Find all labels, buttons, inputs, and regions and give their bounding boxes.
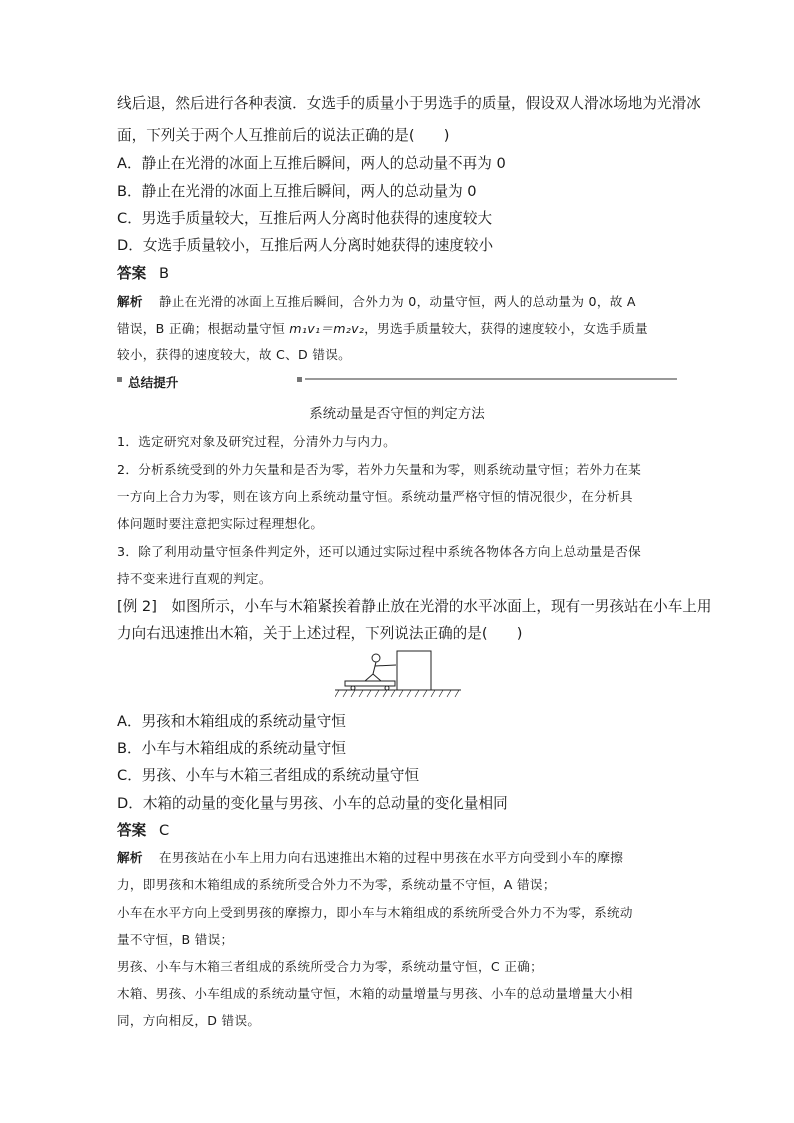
- momentum-formula: m₁v₁＝m₂v₂: [289, 321, 365, 336]
- analysis-line: 量不守恒，B 错误；: [117, 932, 234, 947]
- analysis-line: 力，即男孩和木箱组成的系统所受合外力不为零，系统动量不守恒，A 错误；: [117, 877, 556, 892]
- option-a: A．静止在光滑的冰面上互推后瞬间，两人的总动量不再为 0: [117, 155, 506, 172]
- section-title: 总结提升: [128, 375, 179, 390]
- summary-item: 2．分析系统受到的外力矢量和是否为零，若外力矢量和为零，则系统动量守恒；若外力在某: [117, 462, 642, 477]
- analysis-line: 同，方向相反，D 错误。: [117, 1013, 261, 1028]
- option-b: B．小车与木箱组成的系统动量守恒: [117, 740, 346, 757]
- analysis-label: 解析: [117, 850, 143, 865]
- answer-label: 答案: [117, 265, 147, 282]
- analysis-label: 解析: [117, 294, 143, 309]
- answer-value: B: [159, 265, 170, 282]
- answer-line: [117, 819, 169, 840]
- option-d: D．木箱的动量的变化量与男孩、小车的总动量的变化量相同: [117, 795, 508, 812]
- summary-item: 体问题时要注意把实际过程理想化。: [117, 516, 324, 531]
- analysis-line: 错误，B 正确；根据动量守恒 m₁v₁＝m₂v₂，男选手质量较大，获得的速度较小，女选手质量: [117, 321, 648, 336]
- answer-line: [117, 262, 169, 283]
- question-stem-line: 线后退，然后进行各种表演．女选手的质量小于男选手的质量，假设双人滑冰场地为光滑冰: [117, 95, 701, 112]
- analysis-line: 解析 静止在光滑的冰面上互推后瞬间，合外力为 0，动量守恒，两人的总动量为 0，故 A: [117, 291, 636, 310]
- summary-item: 一方向上合力为零，则在该方向上系统动量守恒。系统动量严格守恒的情况很少，在分析具: [117, 489, 633, 504]
- divider-rule: [305, 378, 677, 380]
- section-divider: [117, 372, 677, 386]
- cart-shape: [345, 681, 395, 686]
- option-d: D．女选手质量较小，互推后两人分离时她获得的速度较小: [117, 237, 494, 254]
- summary-heading: 系统动量是否守恒的判定方法: [309, 406, 485, 422]
- summary-item: 3．除了利用动量守恒条件判定外，还可以通过实际过程中系统各物体各方向上总动量是否保: [117, 544, 642, 559]
- analysis-line: 男孩、小车与木箱三者组成的系统所受合力为零，系统动量守恒，C 正确；: [117, 959, 543, 974]
- summary-item: 持不变来进行直观的判定。: [117, 571, 272, 586]
- summary-item: 1．选定研究对象及研究过程，分清外力与内力。: [117, 434, 397, 449]
- example-tag: [例 2]: [117, 598, 157, 615]
- bullet-square-icon: [117, 377, 122, 382]
- analysis-line: 较小，获得的速度较大，故 C、D 错误。: [117, 347, 351, 362]
- analysis-line: 解析 在男孩站在小车上用力向右迅速推出木箱的过程中男孩在水平方向受到小车的摩擦: [117, 847, 623, 866]
- example-stem-line: [例 2] 如图所示，小车与木箱紧挨着静止放在光滑的水平冰面上，现有一男孩站在小车上用: [117, 598, 712, 615]
- option-a: A．男孩和木箱组成的系统动量守恒: [117, 713, 346, 730]
- bullet-square-icon: [297, 377, 302, 382]
- answer-value: C: [159, 822, 170, 839]
- analysis-line: 木箱、男孩、小车组成的系统动量守恒，木箱的动量增量与男孩、小车的总动量增量大小相: [117, 986, 633, 1001]
- answer-label: 答案: [117, 822, 147, 839]
- option-c: C．男选手质量较大，互推后两人分离时他获得的速度较大: [117, 210, 493, 227]
- option-b: B．静止在光滑的冰面上互推后瞬间，两人的总动量为 0: [117, 183, 477, 200]
- analysis-line: 小车在水平方向上受到男孩的摩擦力，即小车与木箱组成的系统所受合外力不为零，系统动: [117, 905, 633, 920]
- box-shape: [397, 651, 431, 690]
- boy-head: [372, 654, 380, 662]
- cart-box-figure: [335, 645, 461, 699]
- option-c: C．男孩、小车与木箱三者组成的系统动量守恒: [117, 767, 420, 784]
- question-stem-line: 面，下列关于两个人互推前后的说法正确的是( ): [117, 127, 450, 144]
- example-stem-line: 力向右迅速推出木箱，关于上述过程，下列说法正确的是( ): [117, 625, 523, 642]
